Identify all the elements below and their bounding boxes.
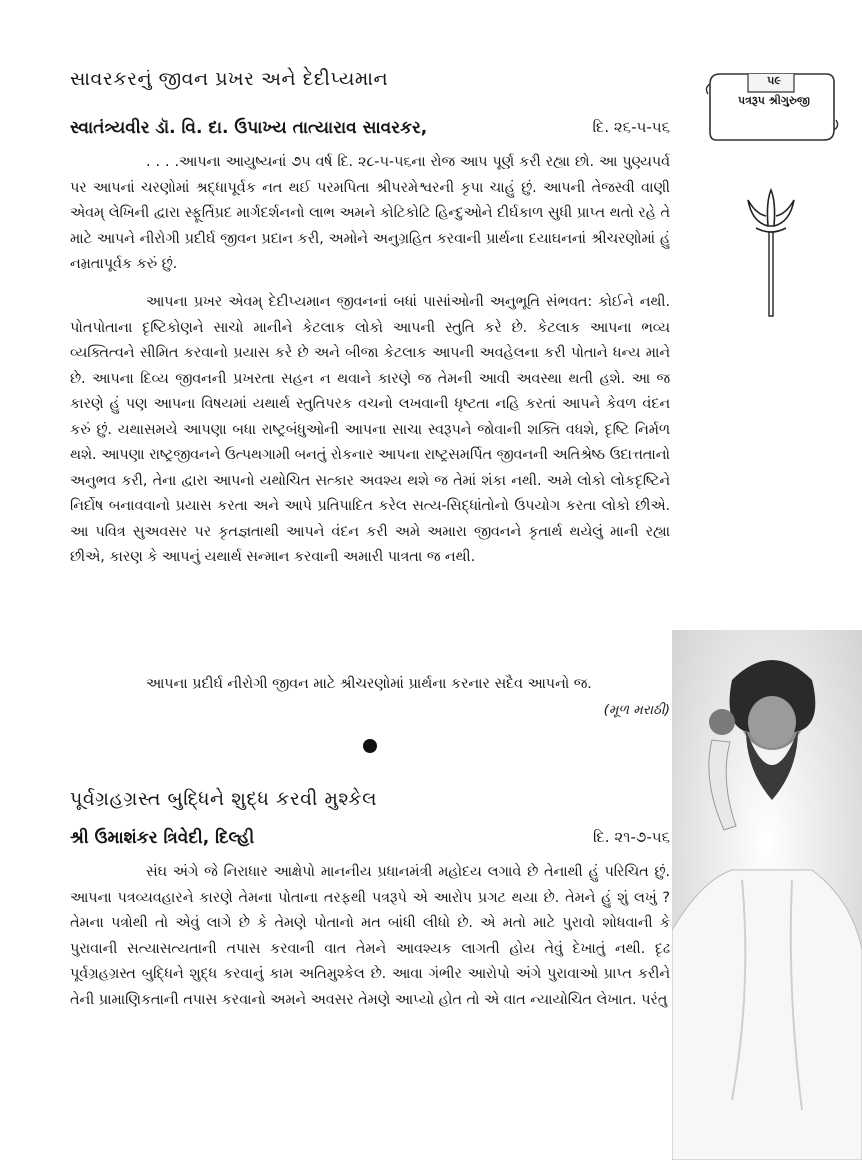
letter-date: દિ. ૨૧-૭-૫૬ xyxy=(593,828,670,846)
section-title: પૂર્વગ્રહગ્રસ્ત બુદ્ધિને શુદ્ધ કરવી મુશ્કેલ xyxy=(70,788,377,810)
column-label: પત્રરૂપ શ્રીગુરુજી xyxy=(738,94,810,107)
letter-date: દિ. ૨૬-૫-૫૬ xyxy=(592,118,670,136)
letter-closing: આપના પ્રદીર્ઘ નીરોગી જીવન માટે શ્રીચરણોમાં પ્રાર્થના કરનાર સદૈવ આપનો જ. xyxy=(146,676,592,692)
section-title: સાવરકરનું જીવન પ્રખર અને દેદીપ્યમાન xyxy=(70,68,389,90)
letter-paragraph: આપના પ્રખર એવમ્ દેદીપ્યમાન જીવનનાં બધાં પાસાંઓની અનુભૂતિ સંભવત: કોઈને નથી. પોતપોતાના દૃષ્ટિકોણને સાચો માનીને કેટલાક લોકો આપની સ્તુતિ કરે છે. કેટલાક આપના ભવ્ય વ્યક્તિત્વને સીમિત કરવાનો પ્રયાસ કરે છે અને બીજા કેટલાક આપની અવહેલના કરી પોતાને ધન્ય માને છે. આપના દિવ્ય જીવનની પ્રખરતા સહન ન થવાને કારણે જ તેમની આવી અવસ્થા થતી હશે. આ જ કારણે હું પણ આપના વિષયમાં યથાર્થ સ્તુતિપરક વચનો લખવાની ધૃષ્ટતા નહિ કરતાં આપને કેવળ વંદન કરું છું. યથાસમયે આપણા બધા રાષ્ટ્રબંધુઓની આપના સાચા સ્વરૂપને જોવાની શક્તિ વધશે, દૃષ્ટિ નિર્મળ થશે. આપણા રાષ્ટ્રજીવનને ઉત્પથગામી બનતું રોકનાર આપના રાષ્ટ્રસમર્પિત જીવનની અતિશ્રેષ્ઠ ઉદાત્તતાનો અનુભવ કરી, તેના દ્વારા આપનો યથોચિત સત્કાર અવશ્ય થશે જ તેમાં શંકા નથી. અમે લોકો લોકદૃષ્ટિને નિર્દોષ બનાવવાનો પ્રયાસ કરતા અને આપે પ્રતિપાદિત કરેલ સત્ય-સિદ્ધાંતોનો ઉપયોગ કરતા લોકો છીએ. આ પવિત્ર સુઅવસર પર કૃતજ્ઞતાથી આપને વંદન કરી અમે અમારા જીવનને કૃતાર્થ થયેલું માની રહ્યા છીએ, કારણ કે આપનું યથાર્થ સન્માન કરવાની અમારી પાત્રતા જ નથી. xyxy=(70,294,670,565)
letter-paragraph: સંઘ અંગે જે નિરાધાર આક્ષેપો માનનીય પ્રધાનમંત્રી મહોદય લગાવે છે તેનાથી હું પરિચિત છું. આપના પત્રવ્યવહારને કારણે તેમના પોતાના તરફથી પત્રરૂપે એ આરોપ પ્રગટ થયા છે. તેમને હું શું લખું ? તેમના પત્રોથી તો એવું લાગે છે કે તેમણે પોતાનો મત બાંધી લીધો છે. એ મતો માટે પુરાવો શોધવાની કે પુરાવાની સત્યાસત્યતાની તપાસ કરવાની વાત તેમને આવશ્યક લાગતી હોય તેવું દેખાતું નથી. દૃઢ પૂર્વગ્રહગ્રસ્ત બુદ્ધિને શુદ્ધ કરવાનું કામ અતિમુશ્કેલ છે. આવા ગંભીર આરોપો અંગે પુરાવાઓ પ્રાપ્ત કરીને તેની પ્રામાણિકતાની તપાસ કરવાનો અમને અવસર તેમણે આપ્યો હોત તો એ વાત ન્યાયોચિત લેખાત. પરંતુ xyxy=(70,864,670,1008)
page-number: ૫૯ xyxy=(767,74,781,87)
recipient-line xyxy=(70,828,670,854)
recipient-name: શ્રી ઉમાશંકર ત્રિવેદી, દિલ્હી xyxy=(70,828,255,848)
letter-paragraph: . . . .આપના આયુષ્યનાં ૭૫ વર્ષ દિ. ૨૮-૫-૫૬ના રોજ આપ પૂર્ણ કરી રહ્યા છો. આ પુણ્યપર્વ પર આપનાં ચરણોમાં શ્રદ્ધાપૂર્વક નત થઈ પરમપિતા શ્રીપરમેશ્વરની કૃપા ચાહું છું. આપની તેજસ્વી વાણી એવમ્ લેખિની દ્વારા સ્ફૂર્તિપ્રદ માર્ગદર્શનનો લાભ અમને કોટિકોટિ હિન્દુઓને દીર્ઘકાળ સુધી પ્રાપ્ત થતો રહે તે માટે આપને નીરોગી પ્રદીર્ઘ જીવન પ્રદાન કરી, અમોને અનુગ્રહિત કરવાની પ્રાર્થના દયાઘનનાં શ્રીચરણોમાં હું નમ્રતાપૂર્વક કરું છું. xyxy=(70,154,670,272)
section-divider-bullet xyxy=(363,739,377,753)
source-note: (મૂળ મરાઠી) xyxy=(603,702,670,718)
trident-icon xyxy=(744,186,798,320)
recipient-name: સ્વાતંત્ર્યવીર ડૉ. વિ. દા. ઉપાખ્ય તાત્યારાવ સાવરકર, xyxy=(70,118,428,138)
recipient-line xyxy=(70,118,670,144)
photo xyxy=(672,630,862,1160)
